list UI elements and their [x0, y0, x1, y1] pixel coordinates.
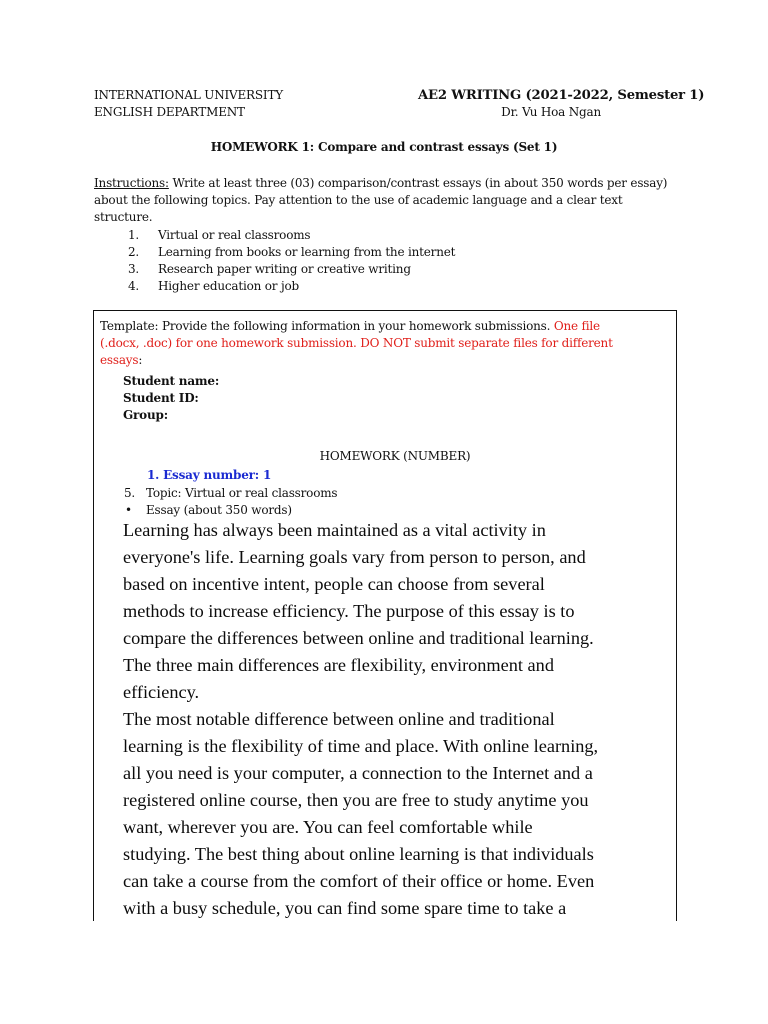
topic-text: Research paper writing or creative writing	[158, 262, 411, 276]
topic-text: Higher education or job	[158, 279, 299, 293]
template-intro	[100, 318, 672, 369]
topic-number: 3.	[127, 262, 139, 276]
course-title: AE2 WRITING (2021-2022, Semester 1)	[418, 88, 705, 103]
student-name-label: Student name:	[123, 374, 220, 388]
warning-text-2: (.docx, .doc) for one homework submission. DO NOT submit separate files for different	[100, 336, 613, 350]
student-id-label: Student ID:	[123, 391, 199, 405]
essay-topic-text: Topic: Virtual or real classrooms	[146, 486, 338, 500]
essay-line: The three main differences are flexibility, environment and	[123, 655, 554, 675]
university-name: INTERNATIONAL UNIVERSITY	[94, 88, 283, 102]
essay-line: learning is the flexibility of time and place. With online learning,	[123, 736, 599, 756]
essay-line: compare the differences between online and traditional learning.	[123, 628, 594, 648]
essay-line: The most notable difference between online and traditional	[123, 709, 555, 729]
essay-line: efficiency.	[123, 682, 200, 702]
template-box	[93, 310, 677, 921]
essay-line: based on incentive intent, people can choose from several	[123, 574, 545, 594]
essay-line: with a busy schedule, you can find some spare time to take a	[123, 898, 567, 918]
instructions-text: Write at least three (03) comparison/contrast essays (in about 350 words per essay) about the following topics. Pay attention to the use of academic language and a clear text structure.	[94, 176, 668, 224]
list-item	[94, 227, 654, 244]
instructions	[94, 175, 676, 226]
header-left	[94, 87, 283, 121]
topic-text: Learning from books or learning from the internet	[158, 245, 456, 259]
homework-title: HOMEWORK 1: Compare and contrast essays (Set 1)	[210, 140, 558, 154]
warning-text-1: One file	[553, 319, 600, 333]
essay-line: want, wherever you are. You can feel comfortable while	[123, 817, 533, 837]
topic-text: Virtual or real classrooms	[158, 228, 311, 242]
instructions-label: Instructions:	[94, 176, 169, 190]
topic-number: 1.	[127, 228, 139, 242]
list-item	[94, 244, 654, 261]
instructor-name: Dr. Vu Hoa Ngan	[501, 105, 601, 119]
essay-line: everyone's life. Learning goals vary from person to person, and	[123, 547, 586, 567]
essay-label: Essay (about 350 words)	[146, 503, 292, 517]
homework-number-heading: HOMEWORK (NUMBER)	[319, 449, 471, 463]
warning-colon: :	[138, 353, 143, 367]
essay-topic	[124, 485, 337, 502]
topic-number: 4.	[127, 279, 139, 293]
department-name: ENGLISH DEPARTMENT	[94, 105, 245, 119]
essay-line: studying. The best thing about online learning is that individuals	[123, 844, 594, 864]
essay-line: registered online course, then you are free to study anytime you	[123, 790, 589, 810]
essay-topic-number: 5.	[124, 486, 136, 500]
essay-line: all you need is your computer, a connection to the Internet and a	[123, 763, 593, 783]
student-fields	[123, 373, 219, 424]
template-intro-text: Template: Provide the following information in your homework submissions.	[100, 319, 554, 333]
essay-line: can take a course from the comfort of their office or home. Even	[123, 871, 595, 891]
topic-number: 2.	[127, 245, 139, 259]
list-item	[94, 278, 654, 295]
group-label: Group:	[123, 408, 168, 422]
essay-line: Learning has always been maintained as a vital activity in	[123, 520, 546, 540]
essay-body	[123, 517, 673, 921]
warning-text-3: essays	[100, 353, 139, 367]
essay-number: 1. Essay number: 1	[147, 468, 272, 482]
header-right	[418, 87, 705, 121]
essay-line: methods to increase efficiency. The purpose of this essay is to	[123, 601, 575, 621]
bullet-icon: •	[125, 503, 132, 517]
topic-list	[94, 227, 654, 295]
list-item	[94, 261, 654, 278]
